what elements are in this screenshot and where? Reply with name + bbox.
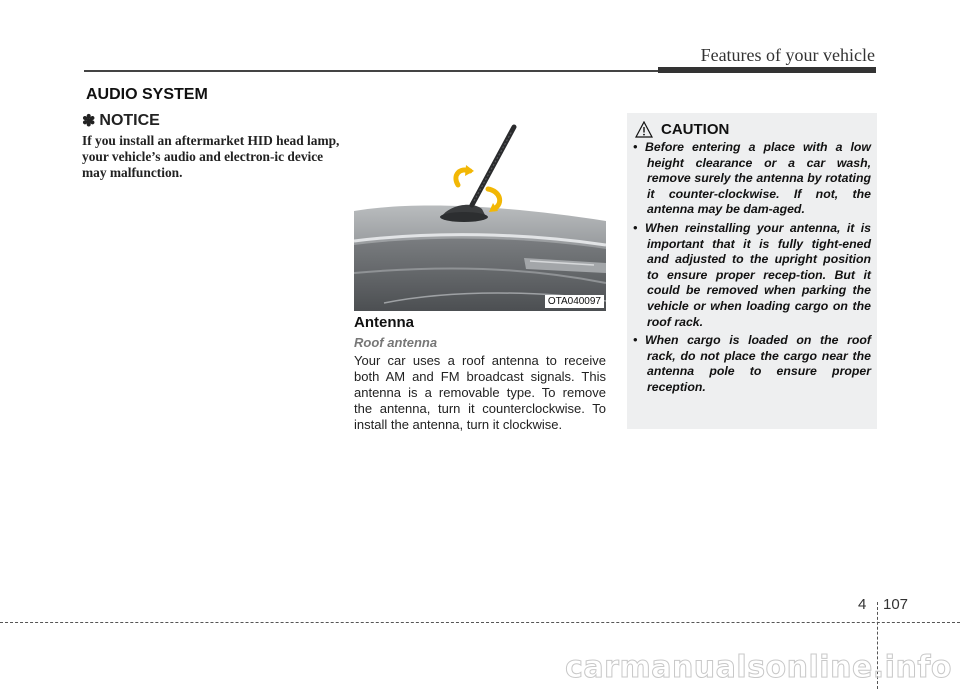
antenna-body-text: Your car uses a roof antenna to receive both AM and FM broadcast signals. This antenna is a removable type. To remove the antenna, turn it counterclockwise. To install the antenna, turn it clockwise. [354, 353, 606, 432]
roof-antenna-figure [354, 113, 606, 311]
bullet-icon: • [633, 140, 638, 154]
notice-body: If you install an aftermarket HID head lamp, your vehicle’s audio and electron-ic device may malfunction. [82, 133, 340, 180]
roof-antenna-illustration [354, 113, 606, 311]
caution-heading [635, 121, 871, 138]
section-title: AUDIO SYSTEM [86, 86, 208, 103]
notice-heading [82, 111, 344, 131]
caution-item [631, 333, 871, 395]
figure-code-label: OTA040097 [545, 295, 604, 308]
notice-heading-label: NOTICE [99, 112, 160, 129]
footer-rule [0, 622, 960, 623]
antenna-section [354, 314, 606, 433]
bullet-icon: • [633, 220, 638, 235]
roof-antenna-subheading: Roof antenna [354, 335, 438, 350]
notice-box [82, 111, 344, 181]
chapter-number: 4 [858, 596, 867, 613]
caution-item-text: When reinstalling your antenna, it is important that it is fully tight-ened and adjusted to the upright position to ensure proper recep-tion. But it could be removed when parking the vehicle or when loading cargo on the roof rack. [645, 220, 871, 329]
bullet-icon: • [633, 333, 638, 348]
caution-heading-label: CAUTION [661, 121, 730, 138]
caution-item-text: Before entering a place with a low height clearance or a car wash, remove surely the antenna by rotating it counter-clockwise. If not, the antenna may be dam-aged. [645, 140, 871, 217]
caution-list [631, 140, 871, 396]
warning-triangle-icon [635, 121, 653, 138]
antenna-heading: Antenna [354, 314, 414, 331]
header-rule [84, 70, 658, 72]
site-watermark: carmanualsonline.info [565, 650, 952, 685]
caution-item-text: When cargo is loaded on the roof rack, do not place the cargo near the antenna pole to ensure proper reception. [645, 333, 871, 394]
caution-item [631, 140, 871, 218]
caution-box [627, 113, 877, 429]
header-accent-bar [658, 67, 876, 73]
notice-star-icon: ✽ [82, 113, 96, 130]
page-number: 107 [883, 596, 909, 613]
running-header: Features of your vehicle [700, 45, 875, 65]
caution-item [631, 221, 871, 330]
